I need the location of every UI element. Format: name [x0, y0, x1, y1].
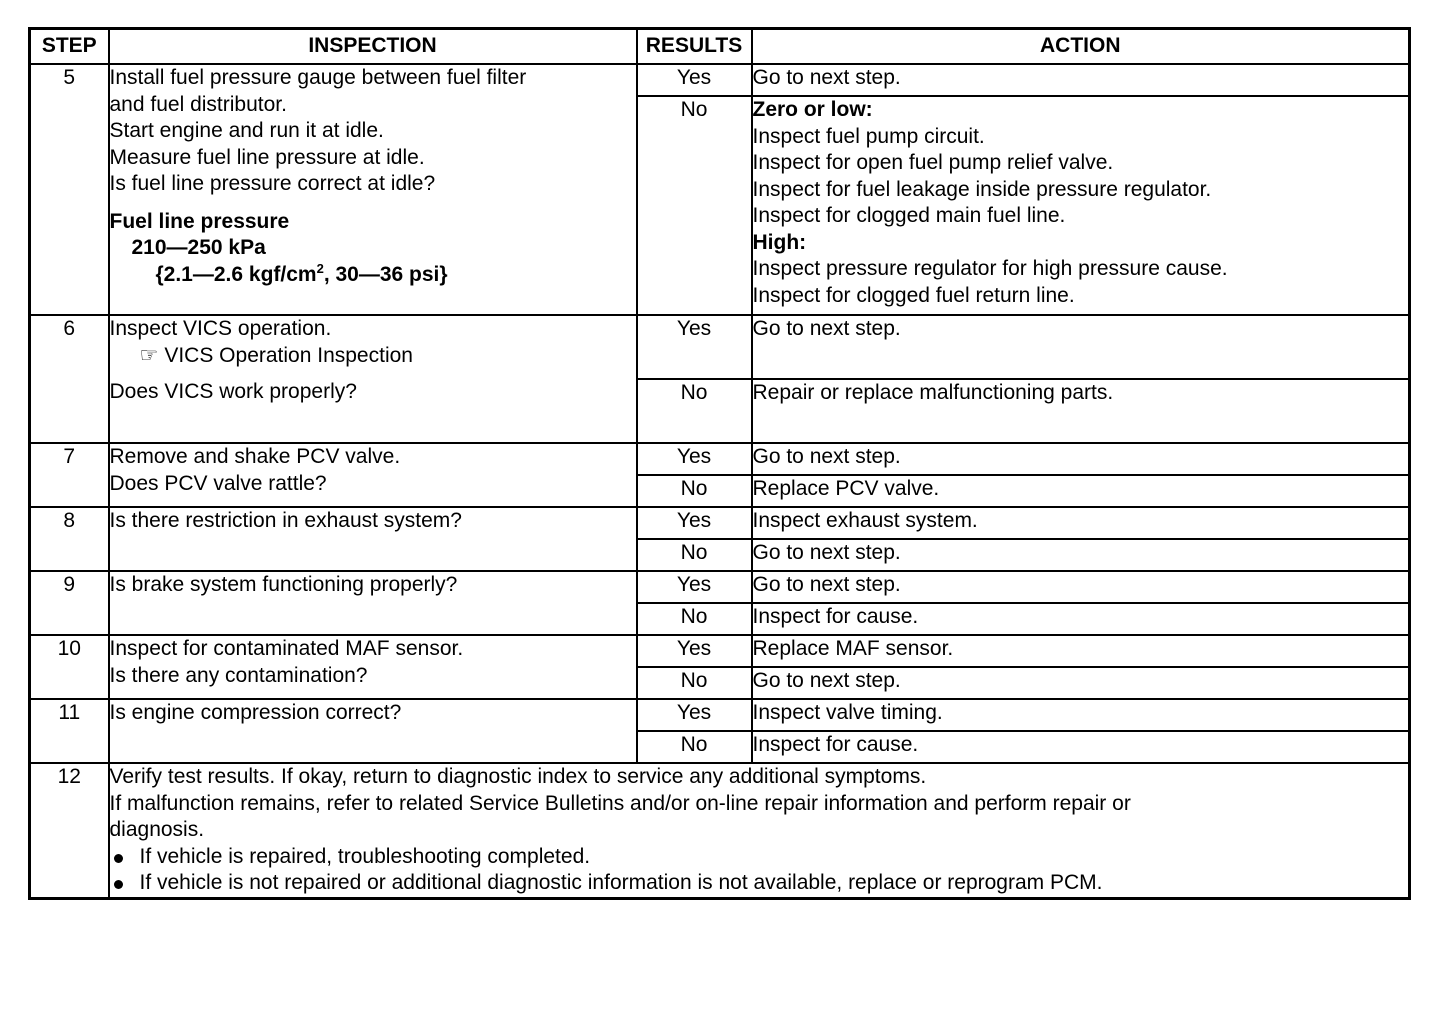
result-no: No	[637, 603, 752, 635]
step-number: 6	[30, 315, 109, 443]
inspection-line: and fuel distributor.	[109, 92, 287, 116]
action-line: Inspect for clogged fuel return line.	[752, 283, 1075, 307]
inspection-line: Remove and shake PCV valve.	[109, 445, 401, 468]
inspection-line: Start engine and run it at idle.	[109, 119, 384, 142]
result-yes: Yes	[637, 443, 752, 475]
pointing-hand-icon: ☞	[139, 343, 159, 367]
action-cell: Inspect for cause.	[752, 731, 1410, 763]
result-no: No	[637, 475, 752, 507]
final-line: Verify test results. If okay, return to diagnostic index to service any additional symptoms.	[109, 765, 927, 788]
final-line: If malfunction remains, refer to related Service Bulletins and/or on-line repair information and perform repair or	[109, 791, 1131, 815]
result-no: No	[637, 379, 752, 443]
action-cell	[752, 96, 1410, 315]
result-yes: Yes	[637, 64, 752, 96]
final-step-cell	[109, 763, 1410, 898]
table-row	[30, 635, 1410, 667]
action-cell: Inspect valve timing.	[752, 699, 1410, 731]
inspection-cell: Is there restriction in exhaust system?	[109, 507, 637, 571]
table-row	[30, 315, 1410, 379]
result-yes: Yes	[637, 507, 752, 539]
table-row	[30, 763, 1410, 898]
action-cell: Go to next step.	[752, 571, 1410, 603]
inspection-line: Install fuel pressure gauge between fuel filter	[109, 66, 527, 89]
result-no: No	[637, 667, 752, 699]
result-no: No	[637, 731, 752, 763]
inspection-question: Does PCV valve rattle?	[109, 471, 327, 495]
step-number: 12	[30, 763, 109, 898]
action-cell: Go to next step.	[752, 315, 1410, 379]
action-line: Inspect for fuel leakage inside pressure regulator.	[752, 177, 1212, 201]
final-line: diagnosis.	[109, 818, 205, 841]
step-number: 5	[30, 64, 109, 315]
result-yes: Yes	[637, 571, 752, 603]
action-cell: Go to next step.	[752, 667, 1410, 699]
action-line: Inspect for clogged main fuel line.	[752, 204, 1066, 227]
spec-kpa: 210—250 kPa	[131, 236, 266, 259]
header-row	[30, 29, 1410, 65]
action-cell: Replace MAF sensor.	[752, 635, 1410, 667]
inspection-line: Inspect for contaminated MAF sensor.	[109, 637, 464, 660]
result-no: No	[637, 539, 752, 571]
inspection-cell: Is brake system functioning properly?	[109, 571, 637, 635]
table-row	[30, 571, 1410, 603]
action-cell: Go to next step.	[752, 64, 1410, 96]
table-row	[30, 443, 1410, 475]
header-action: ACTION	[752, 29, 1410, 65]
header-results: RESULTS	[637, 29, 752, 65]
result-yes: Yes	[637, 699, 752, 731]
action-cell: Inspect exhaust system.	[752, 507, 1410, 539]
inspection-line: Inspect VICS operation.	[109, 317, 332, 340]
action-subheading: High:	[752, 230, 807, 254]
inspection-cell	[109, 64, 637, 315]
header-inspection: INSPECTION	[109, 29, 637, 65]
inspection-cell	[109, 315, 637, 443]
header-step: STEP	[30, 29, 109, 65]
inspection-question: Is there any contamination?	[109, 663, 368, 687]
step-number: 11	[30, 699, 109, 763]
table-row	[30, 64, 1410, 96]
result-no: No	[637, 96, 752, 315]
result-yes: Yes	[637, 315, 752, 379]
inspection-question: Does VICS work properly?	[109, 380, 357, 403]
step-number: 8	[30, 507, 109, 571]
inspection-cell: Is engine compression correct?	[109, 699, 637, 763]
step-number: 10	[30, 635, 109, 699]
action-subheading: Zero or low:	[752, 98, 873, 121]
table-row	[30, 507, 1410, 539]
table-row	[30, 699, 1410, 731]
action-cell: Replace PCV valve.	[752, 475, 1410, 507]
inspection-cell	[109, 635, 637, 699]
diagnostic-table	[28, 27, 1411, 900]
bullet-item: If vehicle is repaired, troubleshooting completed.	[110, 844, 1409, 871]
bullet-item: If vehicle is not repaired or additional diagnostic information is not available, replace or reprogram PCM.	[110, 870, 1409, 897]
action-line: Inspect for open fuel pump relief valve.	[752, 151, 1114, 174]
reference-link: ☞ VICS Operation Inspection	[110, 343, 636, 370]
inspection-cell	[109, 443, 637, 507]
spec-title: Fuel line pressure	[109, 209, 290, 233]
result-yes: Yes	[637, 635, 752, 667]
action-line: Inspect fuel pump circuit.	[752, 124, 985, 148]
step-number: 9	[30, 571, 109, 635]
action-line: Inspect pressure regulator for high pressure cause.	[752, 257, 1228, 280]
action-cell: Repair or replace malfunctioning parts.	[752, 379, 1410, 443]
inspection-line: Measure fuel line pressure at idle.	[109, 145, 425, 169]
action-cell: Go to next step.	[752, 539, 1410, 571]
action-cell: Go to next step.	[752, 443, 1410, 475]
step-number: 7	[30, 443, 109, 507]
spec-alt-units: {2.1—2.6 kgf/$cm^2$, 30—36 psi}	[155, 260, 448, 286]
inspection-question: Is fuel line pressure correct at idle?	[109, 172, 436, 195]
action-cell: Inspect for cause.	[752, 603, 1410, 635]
